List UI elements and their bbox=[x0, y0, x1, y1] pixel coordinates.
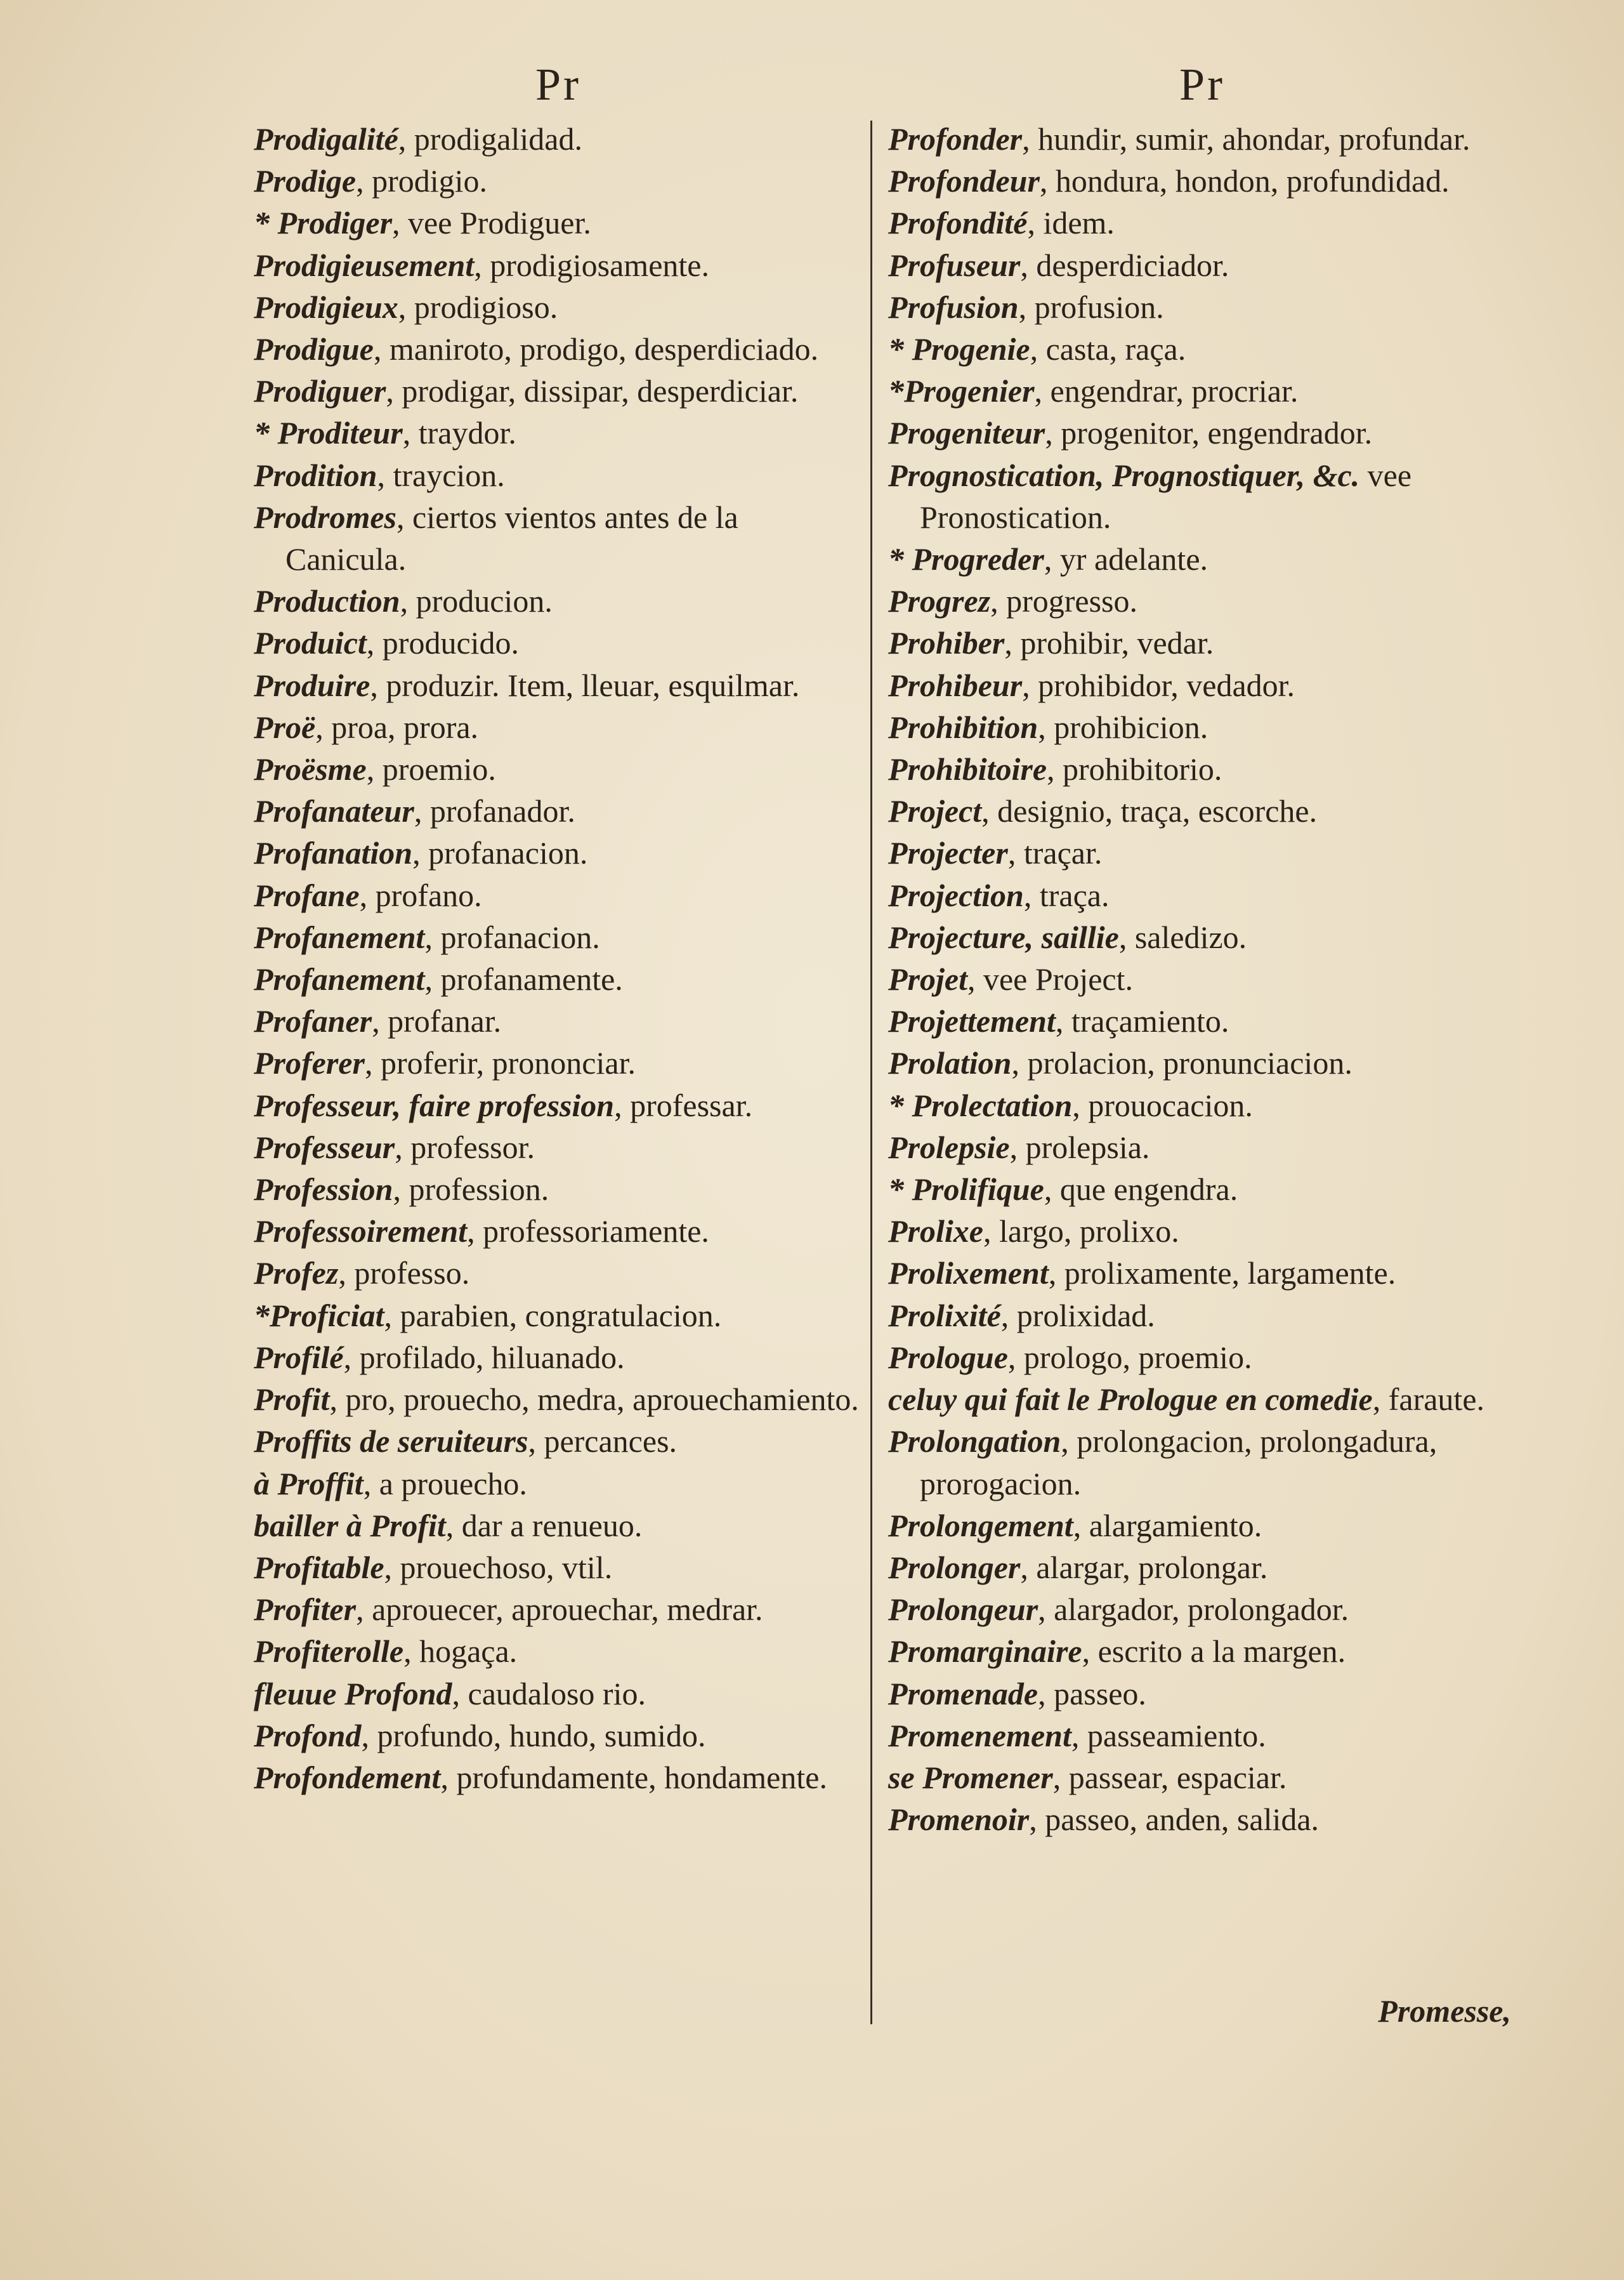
entry-headword: Profondeur bbox=[888, 163, 1040, 199]
entry-definition: , faraute. bbox=[1372, 1381, 1485, 1418]
entry-headword: * Prolectation bbox=[888, 1087, 1073, 1123]
dictionary-entry bbox=[888, 1798, 1516, 1840]
entry-definition: , prodigar, dissipar, desperdiciar. bbox=[386, 373, 799, 409]
dictionary-entry bbox=[254, 1463, 863, 1505]
entry-headword: Prodigieux bbox=[254, 289, 398, 325]
entry-definition: , prolepsia. bbox=[1009, 1129, 1150, 1165]
entry-definition: , prolixidad. bbox=[1000, 1297, 1155, 1333]
entry-headword: Projettement bbox=[888, 1003, 1056, 1039]
entry-headword: Proësme bbox=[254, 751, 367, 787]
dictionary-entry bbox=[888, 1673, 1516, 1715]
dictionary-entry bbox=[254, 706, 863, 748]
entry-headword: * Progenie bbox=[888, 331, 1030, 367]
entry-headword: Profit bbox=[254, 1381, 330, 1418]
dictionary-entry bbox=[888, 664, 1516, 706]
entry-headword: Prodromes bbox=[254, 499, 396, 535]
dictionary-entry bbox=[254, 1168, 863, 1210]
entry-headword: Prodigue bbox=[254, 331, 374, 367]
entry-headword: Prolongation bbox=[888, 1423, 1061, 1460]
entry-headword: Profiterolle bbox=[254, 1633, 404, 1670]
entry-headword: Prolation bbox=[888, 1045, 1012, 1081]
left-entry-list bbox=[254, 118, 863, 1798]
entry-definition: , profanacion. bbox=[424, 919, 600, 955]
entry-headword: Prolonger bbox=[888, 1549, 1021, 1585]
dictionary-entry bbox=[888, 874, 1516, 916]
dictionary-entry bbox=[254, 496, 863, 580]
dictionary-entry bbox=[254, 790, 863, 832]
entry-headword: Prologue bbox=[888, 1339, 1008, 1375]
column-divider-rule bbox=[870, 121, 872, 2024]
entry-headword: Profitable bbox=[254, 1549, 384, 1585]
entry-headword: Profusion bbox=[888, 289, 1019, 325]
right-running-header: Pr bbox=[1179, 59, 1226, 110]
entry-headword: Prolixité bbox=[888, 1297, 1001, 1333]
dictionary-entry bbox=[254, 1210, 863, 1252]
entry-headword: Projet bbox=[888, 961, 967, 998]
entry-definition: , pro, prouecho, medra, aprouechamiento. bbox=[329, 1381, 859, 1418]
entry-definition: , alargar, prolongar. bbox=[1020, 1549, 1268, 1585]
entry-headword: Prohibitoire bbox=[888, 751, 1047, 787]
entry-definition: , professar. bbox=[614, 1087, 753, 1123]
entry-definition: , traçar. bbox=[1007, 835, 1103, 871]
dictionary-entry bbox=[888, 118, 1516, 160]
dictionary-entry bbox=[254, 1042, 863, 1084]
entry-definition: , traçamiento. bbox=[1055, 1003, 1229, 1039]
entry-definition: , idem. bbox=[1027, 205, 1115, 241]
entry-headword: se Promener bbox=[888, 1759, 1053, 1795]
dictionary-entry bbox=[888, 958, 1516, 1000]
entry-definition: , producion. bbox=[400, 583, 553, 619]
dictionary-entry bbox=[254, 1000, 863, 1042]
entry-definition: , profanamente. bbox=[424, 961, 623, 998]
entry-definition: , prologo, proemio. bbox=[1007, 1339, 1252, 1375]
entry-definition: , produzir. Item, lleuar, esquilmar. bbox=[370, 667, 800, 703]
entry-headword: Projection bbox=[888, 877, 1024, 913]
dictionary-entry bbox=[888, 1756, 1516, 1798]
entry-headword: Prodigalité bbox=[254, 121, 398, 157]
dictionary-entry bbox=[888, 916, 1516, 958]
entry-definition: , profilado, hiluanado. bbox=[343, 1339, 625, 1375]
entry-definition: , hundir, sumir, ahondar, profundar. bbox=[1022, 121, 1470, 157]
entry-headword: Prolepsie bbox=[888, 1129, 1010, 1165]
entry-definition: , percances. bbox=[528, 1423, 678, 1460]
entry-headword: Prolixement bbox=[888, 1255, 1049, 1291]
entry-definition: , profanacion. bbox=[412, 835, 588, 871]
dictionary-entry bbox=[254, 412, 863, 454]
dictionary-entry bbox=[888, 1630, 1516, 1672]
entry-definition: , largo, prolixo. bbox=[983, 1213, 1179, 1249]
entry-headword: Produire bbox=[254, 667, 370, 703]
entry-definition: , prodigiosamente. bbox=[474, 247, 709, 283]
right-column bbox=[888, 56, 1516, 1840]
entry-definition: , traydor. bbox=[402, 415, 516, 451]
entry-headword: Project bbox=[888, 793, 982, 829]
dictionary-entry bbox=[888, 790, 1516, 832]
dictionary-entry bbox=[254, 1252, 863, 1294]
dictionary-entry bbox=[254, 958, 863, 1000]
catchword: Promesse, bbox=[1378, 1993, 1511, 2029]
entry-headword: bailler à Profit bbox=[254, 1507, 446, 1543]
entry-headword: Promenoir bbox=[888, 1802, 1030, 1838]
entry-headword: celuy qui fait le Prologue en comedie bbox=[888, 1381, 1373, 1418]
entry-headword: Prohiber bbox=[888, 625, 1005, 661]
entry-headword: Profonder bbox=[888, 121, 1023, 157]
entry-definition: , proferir, prononciar. bbox=[364, 1045, 636, 1081]
entry-definition: , desperdiciador. bbox=[1020, 247, 1229, 283]
entry-definition: , aprouecer, aprouechar, medrar. bbox=[356, 1591, 763, 1628]
dictionary-entry bbox=[254, 1673, 863, 1715]
dictionary-entry bbox=[254, 1295, 863, 1336]
dictionary-entry bbox=[254, 622, 863, 664]
right-entry-list bbox=[888, 118, 1516, 1840]
entry-definition: , que engendra. bbox=[1044, 1171, 1238, 1208]
dictionary-entry bbox=[888, 706, 1516, 748]
entry-definition: , profession. bbox=[393, 1171, 549, 1208]
dictionary-entry bbox=[254, 1630, 863, 1672]
entry-definition: , prolixamente, largamente. bbox=[1048, 1255, 1396, 1291]
entry-definition: , hogaça. bbox=[403, 1633, 518, 1670]
entry-definition: , engendrar, procriar. bbox=[1034, 373, 1299, 409]
entry-headword: Projecter bbox=[888, 835, 1008, 871]
entry-definition: , maniroto, prodigo, desperdiciado. bbox=[373, 331, 819, 367]
entry-definition: , profundo, hundo, sumido. bbox=[361, 1717, 706, 1753]
entry-headword: Profiter bbox=[254, 1591, 357, 1628]
entry-definition: , vee Project. bbox=[967, 961, 1133, 998]
dictionary-entry bbox=[254, 580, 863, 622]
entry-headword: Professeur, faire profession bbox=[254, 1087, 615, 1123]
dictionary-entry bbox=[888, 1042, 1516, 1084]
dictionary-entry bbox=[888, 160, 1516, 202]
entry-headword: Profondité bbox=[888, 205, 1028, 241]
entry-headword: Progrez bbox=[888, 583, 991, 619]
entry-definition: , alargador, prolongador. bbox=[1038, 1591, 1349, 1628]
entry-definition: , prohibidor, vedador. bbox=[1022, 667, 1295, 703]
entry-definition: , prohibitorio. bbox=[1047, 751, 1222, 787]
dictionary-entry bbox=[888, 1336, 1516, 1378]
dictionary-entry bbox=[254, 1546, 863, 1588]
dictionary-entry bbox=[888, 412, 1516, 454]
dictionary-entry bbox=[888, 1295, 1516, 1336]
entry-definition: , prouocacion. bbox=[1072, 1087, 1253, 1123]
entry-definition: , saledizo. bbox=[1118, 919, 1247, 955]
dictionary-entry bbox=[888, 202, 1516, 244]
entry-headword: Proë bbox=[254, 709, 316, 745]
dictionary-entry bbox=[254, 1756, 863, 1798]
dictionary-entry bbox=[888, 1084, 1516, 1126]
entry-definition: , dar a renueuo. bbox=[445, 1507, 643, 1543]
dictionary-entry bbox=[888, 1378, 1516, 1420]
entry-definition: , producido. bbox=[366, 625, 520, 661]
entry-headword: Prolongement bbox=[888, 1507, 1073, 1543]
entry-headword: Promarginaire bbox=[888, 1633, 1082, 1670]
dictionary-entry bbox=[888, 1168, 1516, 1210]
entry-headword: *Proficiat bbox=[254, 1297, 384, 1333]
entry-definition: , designio, traça, escorche. bbox=[981, 793, 1318, 829]
entry-headword: Prohibeur bbox=[888, 667, 1023, 703]
entry-definition: , profanar. bbox=[372, 1003, 502, 1039]
dictionary-entry bbox=[254, 160, 863, 202]
dictionary-entry bbox=[888, 328, 1516, 370]
dictionary-entry bbox=[254, 370, 863, 412]
dictionary-entry bbox=[888, 1126, 1516, 1168]
entry-headword: Profanement bbox=[254, 961, 425, 998]
left-running-header: Pr bbox=[535, 59, 582, 110]
entry-definition: , parabien, congratulacion. bbox=[384, 1297, 722, 1333]
entry-definition: , escrito a la margen. bbox=[1082, 1633, 1346, 1670]
dictionary-entry bbox=[254, 1378, 863, 1420]
entry-definition: , profano. bbox=[359, 877, 482, 913]
entry-headword: * Proditeur bbox=[254, 415, 403, 451]
entry-headword: Prodition bbox=[254, 457, 377, 493]
dictionary-entry bbox=[888, 454, 1516, 538]
entry-definition: , prohibir, vedar. bbox=[1004, 625, 1214, 661]
dictionary-entry bbox=[254, 118, 863, 160]
entry-headword: Proffits de seruiteurs bbox=[254, 1423, 528, 1460]
entry-headword: Prognostication, Prognostiquer, &c. bbox=[888, 457, 1360, 493]
entry-definition: , ciertos vientos antes de la Canicula. bbox=[285, 499, 738, 577]
dictionary-entry bbox=[254, 244, 863, 286]
dictionary-entry bbox=[888, 580, 1516, 622]
entry-definition: , profanador. bbox=[414, 793, 575, 829]
entry-headword: Promenade bbox=[888, 1675, 1038, 1711]
entry-headword: Profuseur bbox=[888, 247, 1021, 283]
entry-headword: Profilé bbox=[254, 1339, 344, 1375]
entry-definition: , prolongacion, prolongadura, prorogacion. bbox=[920, 1423, 1437, 1501]
left-column bbox=[254, 56, 863, 1798]
entry-headword: Proferer bbox=[254, 1045, 365, 1081]
dictionary-entry bbox=[254, 874, 863, 916]
entry-headword: Prolixe bbox=[888, 1213, 983, 1249]
dictionary-entry bbox=[888, 622, 1516, 664]
entry-headword: Progeniteur bbox=[888, 415, 1045, 451]
entry-definition: , prolacion, pronunciacion. bbox=[1011, 1045, 1352, 1081]
dictionary-entry bbox=[254, 328, 863, 370]
entry-definition: , passeo. bbox=[1038, 1675, 1146, 1711]
entry-definition: , vee Prodiguer. bbox=[392, 205, 591, 241]
entry-definition: , prodigio. bbox=[356, 163, 488, 199]
entry-headword: Prolongeur bbox=[888, 1591, 1038, 1628]
dictionary-entry bbox=[888, 1546, 1516, 1588]
entry-definition: , traça. bbox=[1023, 877, 1110, 913]
dictionary-entry bbox=[254, 286, 863, 328]
entry-definition: , alargamiento. bbox=[1073, 1507, 1262, 1543]
dictionary-entry bbox=[888, 244, 1516, 286]
dictionary-entry bbox=[888, 1715, 1516, 1756]
entry-headword: Produict bbox=[254, 625, 367, 661]
dictionary-entry bbox=[888, 1505, 1516, 1546]
dictionary-entry bbox=[888, 1000, 1516, 1042]
entry-definition: , prohibicion. bbox=[1038, 709, 1208, 745]
entry-headword: Profanation bbox=[254, 835, 413, 871]
entry-headword: Prohibition bbox=[888, 709, 1038, 745]
entry-headword: à Proffit bbox=[254, 1465, 363, 1501]
entry-definition: , progenitor, engendrador. bbox=[1045, 415, 1373, 451]
dictionary-entry bbox=[888, 538, 1516, 580]
entry-definition: , professoriamente. bbox=[467, 1213, 709, 1249]
entry-definition: vee Pronostication. bbox=[920, 457, 1412, 535]
entry-definition: , passeamiento. bbox=[1071, 1717, 1266, 1753]
entry-headword: Profond bbox=[254, 1717, 362, 1753]
entry-headword: Profane bbox=[254, 877, 360, 913]
dictionary-entry bbox=[254, 1084, 863, 1126]
entry-headword: Profondement bbox=[254, 1759, 441, 1795]
entry-headword: Profanateur bbox=[254, 793, 414, 829]
entry-definition: , passear, espaciar. bbox=[1052, 1759, 1287, 1795]
entry-definition: , yr adelante. bbox=[1044, 541, 1208, 577]
dictionary-entry bbox=[254, 832, 863, 874]
entry-definition: , prouechoso, vtil. bbox=[384, 1549, 613, 1585]
dictionary-entry bbox=[888, 832, 1516, 874]
dictionary-entry bbox=[888, 1210, 1516, 1252]
dictionary-entry bbox=[254, 916, 863, 958]
entry-definition: , progresso. bbox=[990, 583, 1138, 619]
entry-headword: Profaner bbox=[254, 1003, 372, 1039]
entry-definition: , a prouecho. bbox=[363, 1465, 527, 1501]
entry-definition: , hondura, hondon, profundidad. bbox=[1039, 163, 1450, 199]
entry-headword: Profession bbox=[254, 1171, 393, 1208]
entry-headword: Projecture, saillie bbox=[888, 919, 1119, 955]
dictionary-entry bbox=[254, 454, 863, 496]
entry-definition: , prodigioso. bbox=[398, 289, 558, 325]
entry-headword: Professoirement bbox=[254, 1213, 468, 1249]
entry-headword: Profez bbox=[254, 1255, 339, 1291]
dictionary-entry bbox=[888, 1252, 1516, 1294]
dictionary-entry bbox=[888, 1588, 1516, 1630]
entry-definition: , proemio. bbox=[366, 751, 496, 787]
dictionary-entry bbox=[888, 1420, 1516, 1504]
entry-headword: Production bbox=[254, 583, 400, 619]
entry-definition: , prodigalidad. bbox=[398, 121, 582, 157]
entry-headword: Prodigieusement bbox=[254, 247, 475, 283]
entry-headword: Promenement bbox=[888, 1717, 1071, 1753]
entry-definition: , professo. bbox=[338, 1255, 470, 1291]
dictionary-entry bbox=[254, 1126, 863, 1168]
entry-headword: *Progenier bbox=[888, 373, 1035, 409]
entry-definition: , caudaloso rio. bbox=[452, 1675, 646, 1711]
dictionary-entry bbox=[254, 1505, 863, 1546]
entry-headword: Profanement bbox=[254, 919, 425, 955]
dictionary-entry bbox=[254, 748, 863, 790]
dictionary-entry bbox=[254, 1336, 863, 1378]
entry-definition: , traycion. bbox=[377, 457, 505, 493]
entry-headword: Prodige bbox=[254, 163, 357, 199]
entry-headword: * Prodiger bbox=[254, 205, 393, 241]
entry-definition: , passeo, anden, salida. bbox=[1029, 1802, 1320, 1838]
entry-headword: Professeur bbox=[254, 1129, 395, 1165]
dictionary-entry bbox=[254, 202, 863, 244]
dictionary-entry bbox=[888, 370, 1516, 412]
entry-definition: , profusion. bbox=[1018, 289, 1164, 325]
entry-headword: fleuue Profond bbox=[254, 1675, 452, 1711]
dictionary-entry bbox=[254, 1715, 863, 1756]
entry-definition: , proa, prora. bbox=[315, 709, 479, 745]
dictionary-entry bbox=[254, 1588, 863, 1630]
dictionary-entry bbox=[888, 748, 1516, 790]
entry-definition: , casta, raça. bbox=[1030, 331, 1186, 367]
entry-headword: * Progreder bbox=[888, 541, 1044, 577]
entry-headword: * Prolifique bbox=[888, 1171, 1044, 1208]
dictionary-entry bbox=[254, 664, 863, 706]
entry-definition: , professor. bbox=[395, 1129, 535, 1165]
entry-headword: Prodiguer bbox=[254, 373, 386, 409]
entry-definition: , profundamente, hondamente. bbox=[440, 1759, 827, 1795]
dictionary-entry bbox=[254, 1420, 863, 1462]
dictionary-entry bbox=[888, 286, 1516, 328]
